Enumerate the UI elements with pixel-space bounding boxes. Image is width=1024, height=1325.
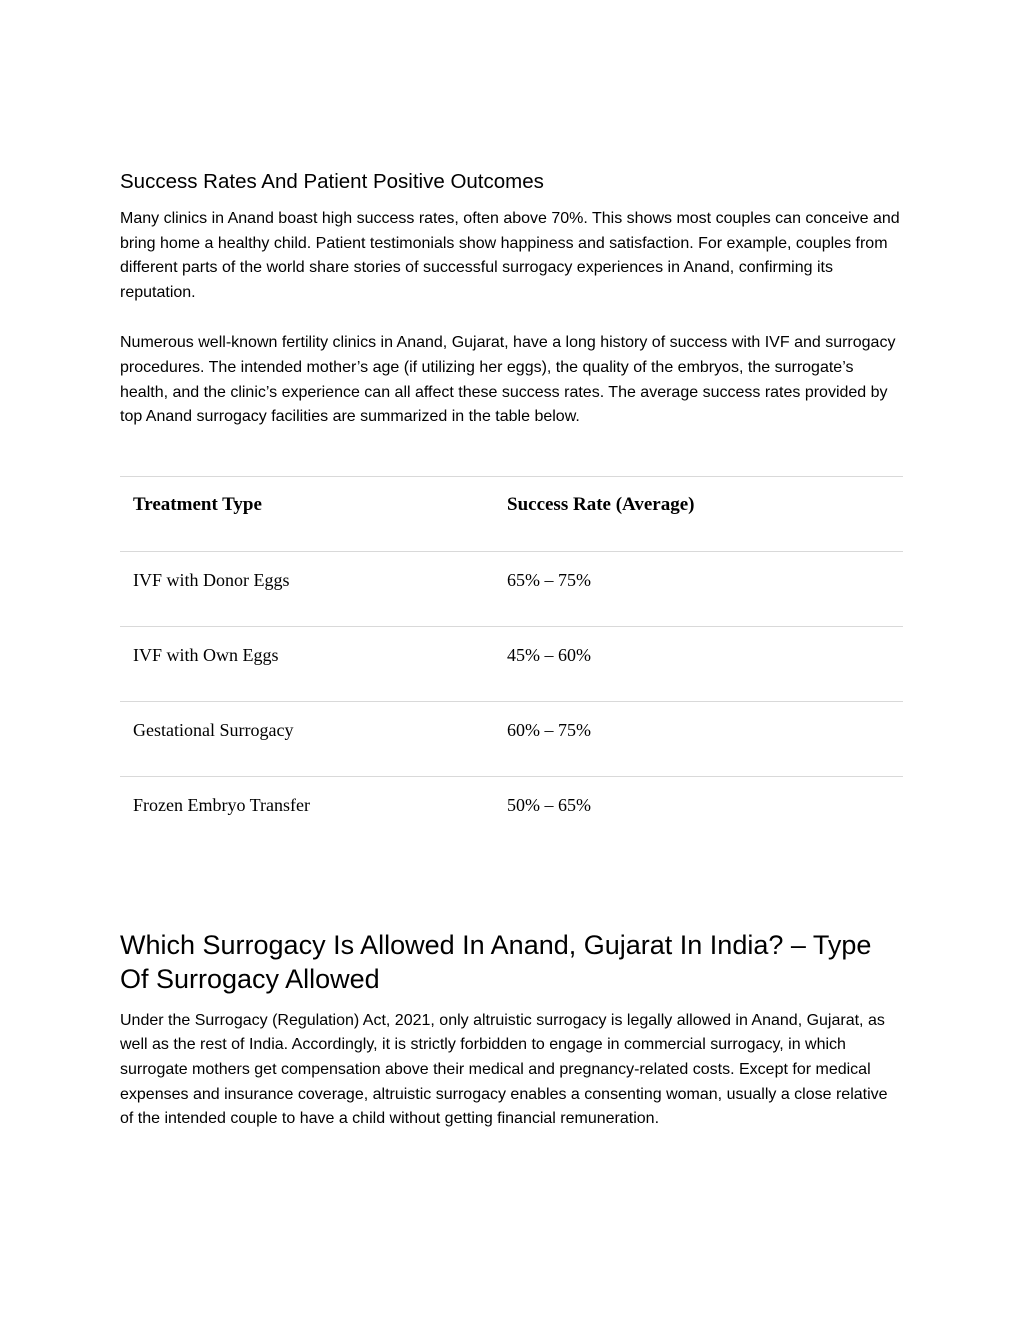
heading-success-rates: Success Rates And Patient Positive Outcomes bbox=[120, 170, 544, 193]
table-cell-rate: 60% – 75% bbox=[494, 701, 903, 776]
heading-which-surrogacy-allowed: Which Surrogacy Is Allowed In Anand, Gujarat In India? – Type Of Surrogacy Allowed bbox=[120, 929, 872, 994]
table-row bbox=[120, 776, 903, 851]
table-row bbox=[120, 701, 903, 776]
table-header-treatment-type: Treatment Type bbox=[120, 476, 494, 551]
table-cell-treatment: Gestational Surrogacy bbox=[120, 701, 494, 776]
table-cell-treatment: IVF with Donor Eggs bbox=[120, 551, 494, 626]
table-cell-rate: 65% – 75% bbox=[494, 551, 903, 626]
paragraph-success-rates-1: Many clinics in Anand boast high success rates, often above 70%. This shows most couples can conceive and bring home a healthy child. Patient testimonials show happiness and satisfaction. For example, couples from different parts of the world share stories of successful surrogacy experiences in Anand, confirming its reputation. bbox=[120, 210, 900, 301]
success-rate-table bbox=[120, 476, 903, 851]
table-cell-rate: 50% – 65% bbox=[494, 776, 903, 851]
table-cell-rate: 45% – 60% bbox=[494, 626, 903, 701]
paragraph-surrogacy-type-1: Under the Surrogacy (Regulation) Act, 2021, only altruistic surrogacy is legally allowed in Anand, Gujarat, as well as the rest of India. Accordingly, it is strictly forbidden to engage in commercial surrogacy, in which surrogate mothers get compensation above their medical and pregnancy-related costs. Except for medical expenses and insurance coverage, altruistic surrogacy enables a consenting woman, usually a close relative of the intended couple to have a child without getting financial remuneration. bbox=[120, 1011, 888, 1128]
table-cell-treatment: Frozen Embryo Transfer bbox=[120, 776, 494, 851]
table-header-row bbox=[120, 476, 903, 551]
table-header-success-rate: Success Rate (Average) bbox=[494, 476, 903, 551]
table-row bbox=[120, 626, 903, 701]
table-cell-treatment: IVF with Own Eggs bbox=[120, 626, 494, 701]
table-row bbox=[120, 551, 903, 626]
paragraph-success-rates-2: Numerous well-known fertility clinics in Anand, Gujarat, have a long history of success with IVF and surrogacy procedures. The intended mother’s age (if utilizing her eggs), the quality of the embryos, the surrogate’s health, and the clinic’s experience can all affect these success rates. The average success rates provided by top Anand surrogacy facilities are summarized in the table below. bbox=[120, 334, 896, 426]
